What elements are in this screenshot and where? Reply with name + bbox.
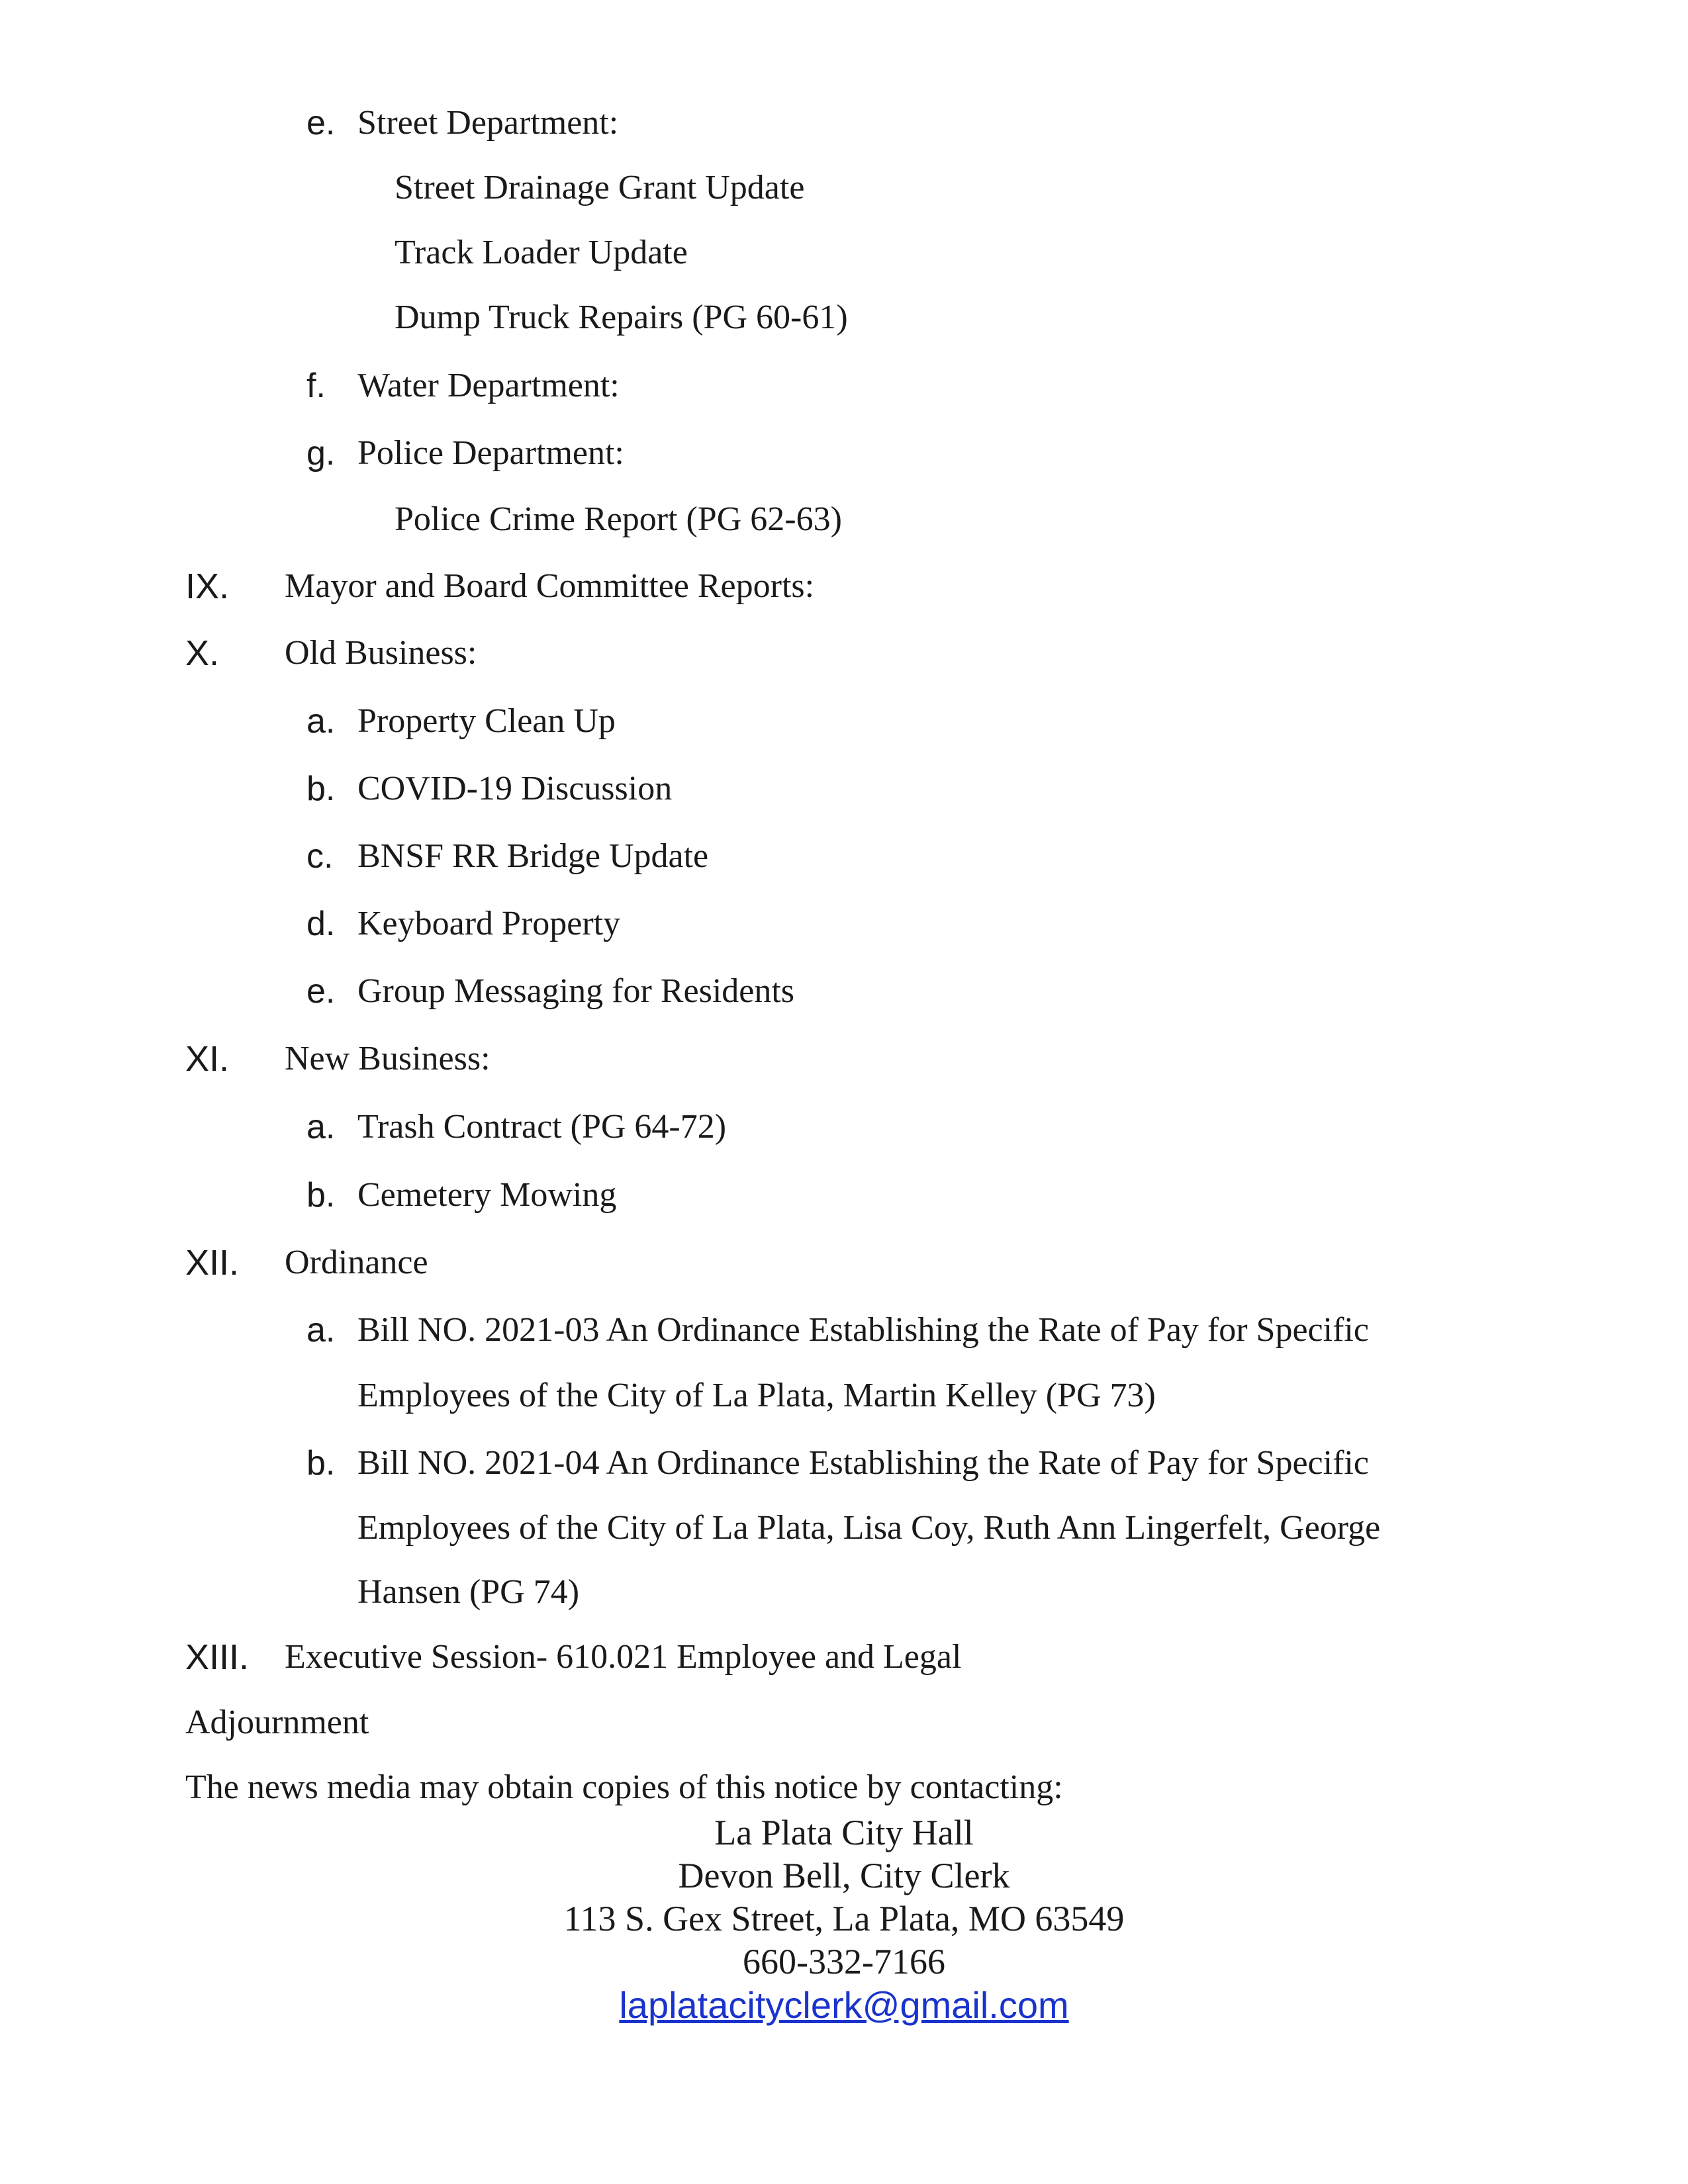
- ordinance-line: Hansen (PG 74): [357, 1573, 580, 1611]
- ordinance-line: Employees of the City of La Plata, Martin Kelley (PG 73): [357, 1377, 1156, 1414]
- police-dept-label: Police Department:: [357, 434, 624, 472]
- list-marker: b.: [306, 1444, 336, 1482]
- contact-office: La Plata City Hall: [714, 1813, 974, 1852]
- section-xiii-numeral: XIII.: [185, 1637, 250, 1677]
- list-marker: c.: [306, 837, 334, 876]
- section-xiii-title: Executive Session- 610.021 Employee and Legal: [285, 1638, 962, 1676]
- section-x-title: Old Business:: [285, 634, 477, 672]
- list-marker: a.: [306, 1311, 336, 1349]
- ordinance-line: Employees of the City of La Plata, Lisa Coy, Ruth Ann Lingerfelt, George: [357, 1509, 1381, 1547]
- street-item: Dump Truck Repairs (PG 60-61): [395, 298, 848, 336]
- section-xi-title: New Business:: [285, 1040, 491, 1077]
- police-dept-marker: g.: [306, 434, 336, 473]
- section-x-numeral: X.: [185, 633, 220, 673]
- water-dept-label: Water Department:: [357, 367, 620, 404]
- street-item: Street Drainage Grant Update: [395, 169, 805, 206]
- street-item: Track Loader Update: [395, 234, 688, 271]
- list-item: Keyboard Property: [357, 905, 621, 942]
- list-item: BNSF RR Bridge Update: [357, 837, 709, 875]
- list-marker: d.: [306, 905, 336, 943]
- adjournment: Adjournment: [185, 1704, 369, 1741]
- contact-email-row: [0, 1984, 1688, 2027]
- list-marker: a.: [306, 1108, 336, 1146]
- list-marker: e.: [306, 972, 336, 1011]
- list-marker: a.: [306, 702, 336, 741]
- list-item: COVID-19 Discussion: [357, 770, 673, 807]
- ordinance-line: Bill NO. 2021-03 An Ordinance Establishing the Rate of Pay for Specific: [357, 1311, 1369, 1349]
- street-dept-marker: e.: [306, 104, 336, 142]
- water-dept-marker: f.: [306, 367, 326, 405]
- list-item: Cemetery Mowing: [357, 1176, 617, 1214]
- list-item: Trash Contract (PG 64-72): [357, 1108, 727, 1146]
- list-marker: b.: [306, 1176, 336, 1214]
- police-item: Police Crime Report (PG 62-63): [395, 500, 842, 538]
- street-dept-label: Street Department:: [357, 104, 619, 142]
- contact-email-link[interactable]: laplatacityclerk@gmail.com: [619, 1984, 1069, 2026]
- list-marker: b.: [306, 770, 336, 808]
- contact-address: 113 S. Gex Street, La Plata, MO 63549: [563, 1899, 1125, 1938]
- section-xii-title: Ordinance: [285, 1244, 428, 1281]
- contact-clerk: Devon Bell, City Clerk: [678, 1856, 1010, 1895]
- media-notice: The news media may obtain copies of this notice by contacting:: [185, 1768, 1063, 1806]
- list-item: Group Messaging for Residents: [357, 972, 795, 1010]
- section-xi-numeral: XI.: [185, 1039, 230, 1079]
- list-item: Property Clean Up: [357, 702, 616, 740]
- contact-phone: 660-332-7166: [743, 1942, 945, 1981]
- section-ix-title: Mayor and Board Committee Reports:: [285, 567, 815, 605]
- ordinance-line: Bill NO. 2021-04 An Ordinance Establishing the Rate of Pay for Specific: [357, 1444, 1369, 1482]
- section-ix-numeral: IX.: [185, 567, 230, 606]
- section-xii-numeral: XII.: [185, 1243, 240, 1283]
